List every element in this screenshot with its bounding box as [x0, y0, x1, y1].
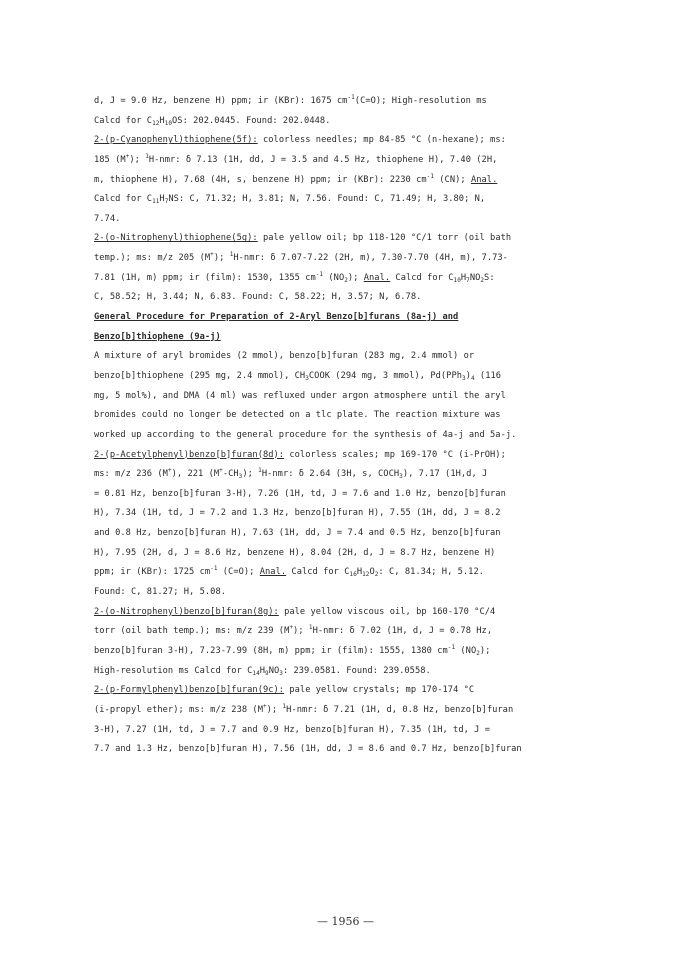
text-run: H	[460, 272, 467, 283]
subscript: 14	[252, 669, 260, 677]
subscript: 3	[238, 473, 243, 481]
subscript: 3	[399, 473, 403, 481]
text-run: Calcd for C	[94, 115, 153, 126]
text-run: (NO	[323, 272, 345, 283]
text-run: C, 58.52; H, 3.44; N, 6.83. Found: C, 58.22; H, 3.57; N, 6.78.	[94, 292, 422, 303]
text-run: (C=O); High-resolution ms	[354, 96, 487, 106]
text-run: mg, 5 mol%), and DMA (4 ml) was refluxed under argon atmosphere until the aryl	[94, 390, 506, 401]
text-run: );	[479, 645, 491, 656]
text-run: ), 221 (M	[171, 469, 220, 480]
text-line	[94, 544, 614, 564]
text-run: O	[369, 567, 375, 578]
text-run: worked up according to the general procedure for the synthesis of 4a-j and 5a-j.	[94, 429, 517, 440]
superscript: 1	[229, 251, 234, 259]
text-run: ppm; ir (KBr): 1725 cm	[94, 567, 211, 578]
superscript: -1	[347, 94, 355, 101]
text-line	[94, 701, 614, 721]
text-run: );	[293, 626, 309, 637]
text-run: = 0.81 Hz, benzo[b]furan 3-H), 7.26 (1H, td, J = 7.6 and 1.0 Hz, benzo[b]furan	[94, 488, 506, 499]
text-run: colorless scales; mp 169-170 °C (i-PrOH);	[284, 449, 506, 460]
text-line	[94, 622, 614, 642]
subscript: 2	[476, 649, 480, 657]
text-run: H	[259, 665, 266, 676]
section-heading: Benzo[b]thiophene (9a-j)	[94, 331, 221, 342]
text-run: H), 7.95 (2H, d, J = 8.6 Hz, benzene H), 8.04 (2H, d, J = 8.7 Hz, benzene H)	[94, 547, 496, 558]
text-run: H-nmr: δ 7.21 (1H, d, 0.8 Hz, benzo[b]furan	[286, 704, 514, 715]
text-run: S:	[484, 272, 495, 283]
text-run: temp.); ms: m/z 205 (M	[94, 253, 211, 264]
superscript: -1	[210, 565, 218, 573]
superscript: +	[167, 467, 172, 475]
text-line	[94, 662, 614, 682]
text-run: and 0.8 Hz, benzo[b]furan H), 7.63 (1H, dd, J = 7.4 and 0.5 Hz, benzo[b]furan	[94, 528, 501, 539]
text-line	[94, 524, 614, 544]
text-run: ms: m/z 236 (M	[94, 469, 168, 480]
text-run: );	[213, 253, 230, 264]
text-run: colorless needles; mp 84-85 °C (n-hexane); ms:	[257, 135, 506, 146]
subscript: 16	[349, 571, 357, 579]
compound-heading: 2-(o-Nitrophenyl)thiophene(5g):	[94, 233, 258, 244]
text-run: H), 7.34 (1H, td, J = 7.2 and 1.3 Hz, benzo[b]furan H), 7.55 (1H, dd, J = 8.2	[94, 508, 501, 519]
text-line	[94, 171, 614, 191]
text-line	[94, 504, 614, 524]
superscript: -1	[426, 172, 434, 180]
text-run: benzo[b]furan 3-H), 7.23-7.99 (8H, m) ppm; ir (film): 1555, 1380 cm	[94, 645, 448, 656]
text-line	[94, 681, 614, 701]
text-line	[94, 288, 614, 308]
text-line	[94, 131, 614, 151]
text-run: NO	[268, 665, 280, 676]
text-run: H-nmr: δ 7.07-7.22 (2H, m), 7.30-7.70 (4H, m), 7.73-	[233, 253, 508, 264]
text-line	[94, 151, 614, 171]
text-run: pale yellow crystals; mp 170-174 °C	[284, 685, 475, 696]
subscript: 12	[362, 571, 370, 579]
subscript: 7	[466, 276, 470, 284]
text-run: A mixture of aryl bromides (2 mmol), benzo[b]furan (283 mg, 2.4 mmol) or	[94, 351, 475, 362]
superscript: 1	[282, 702, 287, 710]
text-run: Calcd for C	[94, 194, 153, 205]
text-line	[94, 740, 614, 760]
superscript: +	[210, 251, 214, 259]
superscript: -1	[447, 643, 456, 651]
text-line	[94, 347, 614, 367]
text-run: -CH	[222, 469, 239, 480]
text-run: H-nmr: δ 7.02 (1H, d, J = 0.78 Hz,	[312, 626, 493, 637]
text-run: torr (oil bath temp.); ms: m/z 239 (M	[94, 626, 290, 637]
text-line	[94, 210, 614, 230]
compound-heading: 2-(p-Cyanophenyl)thiophene(5f):	[94, 135, 258, 146]
subscript: 3	[279, 669, 283, 677]
text-line	[94, 426, 614, 446]
text-line	[94, 92, 614, 112]
text-run: H-nmr: δ 7.13 (1H, dd, J = 3.5 and 4.5 Hz, thiophene H), 7.40 (2H,	[148, 154, 498, 165]
text-line	[94, 446, 614, 466]
text-run: NS: C, 71.32; H, 3.81; N, 7.56. Found: C, 71.49; H, 3.80; N,	[168, 194, 486, 205]
superscript: +	[125, 152, 130, 160]
text-line	[94, 406, 614, 426]
compound-heading: 2-(o-Nitrophenyl)benzo[b]furan(8g):	[94, 606, 279, 617]
text-line	[94, 269, 614, 289]
text-run: (116	[474, 370, 502, 381]
subscript: 3	[305, 374, 309, 382]
subscript: 2	[480, 276, 485, 284]
section-heading: General Procedure for Preparation of 2-Aryl Benzo[b]furans (8a-j) and	[94, 312, 459, 323]
text-run: 7.81 (1H, m) ppm; ir (film): 1530, 1355 cm	[94, 272, 316, 283]
text-run: );	[129, 154, 146, 165]
text-run: ), 7.17 (1H,d, J	[402, 469, 488, 480]
text-run: H	[159, 194, 165, 205]
text-run: H	[159, 115, 165, 126]
compound-heading: Anal.	[470, 174, 498, 185]
text-run: 7.7 and 1.3 Hz, benzo[b]furan H), 7.56 (1H, dd, J = 8.6 and 0.7 Hz, benzo[b]furan	[94, 744, 522, 755]
text-run: : 239.0581. Found: 239.0558.	[282, 665, 431, 676]
text-run: pale yellow oil; bp 118-120 °C/1 torr (oil bath	[257, 233, 512, 244]
text-run: 185 (M	[94, 154, 126, 165]
compound-heading: Anal.	[363, 272, 391, 283]
text-run: H	[356, 567, 363, 578]
text-run: (CN);	[434, 174, 471, 185]
text-run: NO	[469, 272, 481, 283]
text-line	[94, 387, 614, 407]
compound-heading: 2-(p-Acetylphenyl)benzo[b]furan(8d):	[94, 449, 285, 460]
text-run: Found: C, 81.27; H, 5.08.	[94, 587, 227, 598]
subscript: 2	[344, 276, 348, 284]
text-run: benzo[b]thiophene (295 mg, 2.4 mmol), CH	[94, 370, 306, 381]
text-line	[94, 308, 614, 328]
text-line	[94, 229, 614, 249]
compound-heading: 2-(p-Formylphenyl)benzo[b]furan(9c):	[94, 685, 285, 696]
subscript: 4	[470, 374, 475, 382]
text-run: (NO	[455, 645, 477, 656]
superscript: +	[289, 624, 294, 632]
text-run: OS: 202.0445. Found: 202.0448.	[172, 115, 331, 126]
text-line	[94, 603, 614, 623]
text-line	[94, 367, 614, 387]
text-run: )	[465, 370, 471, 381]
text-run: bromides could no longer be detected on a tlc plate. The reaction mixture was	[94, 410, 501, 421]
experimental-text-block	[94, 92, 614, 760]
subscript: 12	[152, 119, 160, 127]
superscript: -1	[315, 270, 324, 278]
subscript: 7	[164, 198, 169, 206]
subscript: 11	[152, 198, 160, 206]
text-line	[94, 642, 614, 662]
text-run: Calcd for C	[286, 567, 350, 578]
text-run: Calcd for C	[390, 272, 454, 283]
text-run: High-resolution ms Calcd for C	[94, 665, 253, 676]
superscript: 1	[145, 152, 149, 160]
superscript: +	[219, 467, 223, 475]
subscript: 9	[265, 669, 269, 677]
text-line	[94, 485, 614, 505]
text-line	[94, 190, 614, 210]
text-run: pale yellow viscous oil, bp 160-170 °C/4	[278, 606, 496, 617]
text-line	[94, 563, 614, 583]
superscript: 1	[258, 467, 262, 475]
superscript: +	[262, 702, 267, 710]
text-line	[94, 721, 614, 741]
subscript: 10	[164, 119, 173, 127]
text-run: d, J = 9.0 Hz, benzene H) ppm; ir (KBr): 1675 cm	[94, 96, 348, 106]
text-run: : C, 81.34; H, 5.12.	[378, 567, 485, 578]
text-line	[94, 249, 614, 269]
compound-heading: Anal.	[259, 567, 287, 578]
subscript: 3	[462, 374, 466, 382]
subscript: 2	[374, 571, 379, 579]
text-run: );	[242, 469, 259, 480]
text-line	[94, 583, 614, 603]
text-run: COOK (294 mg, 3 mmol), Pd(PPh	[308, 370, 463, 381]
text-run: (C=O);	[217, 567, 260, 578]
text-run: 3-H), 7.27 (1H, td, J = 7.7 and 0.9 Hz, benzo[b]furan H), 7.35 (1H, td, J =	[94, 724, 491, 735]
text-run: m, thiophene H), 7.68 (4H, s, benzene H) ppm; ir (KBr): 2230 cm	[94, 174, 427, 185]
text-run: 7.74.	[94, 213, 121, 224]
superscript: 1	[308, 624, 313, 632]
text-run: H-nmr: δ 2.64 (3H, s, COCH	[261, 469, 400, 480]
text-run: (i-propyl ether); ms: m/z 238 (M	[94, 704, 263, 715]
text-line	[94, 328, 614, 348]
text-line	[94, 112, 614, 132]
text-run: );	[347, 272, 364, 283]
subscript: 10	[453, 276, 461, 284]
text-run: );	[266, 704, 283, 715]
page-number: — 1956 —	[317, 915, 374, 928]
text-line	[94, 465, 614, 485]
